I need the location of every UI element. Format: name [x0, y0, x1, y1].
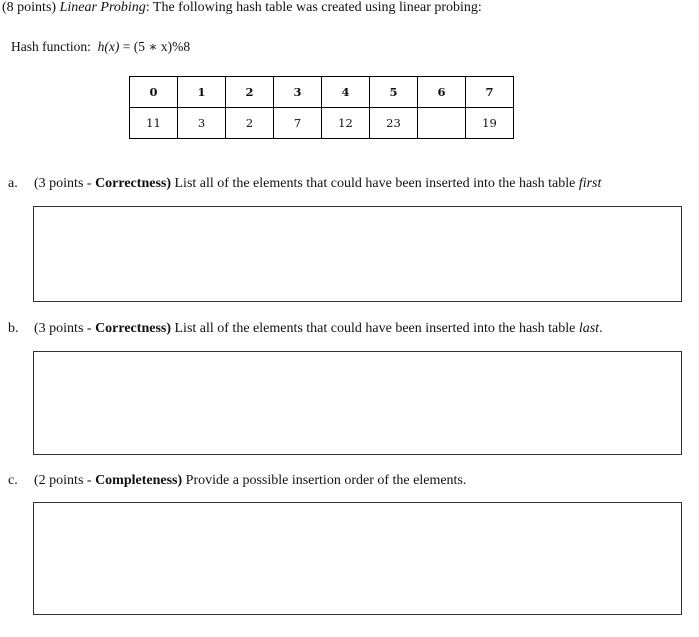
- problem-topic: Linear Probing: [59, 0, 146, 15]
- question-c-prefix: (2 points -: [34, 473, 96, 488]
- index-cell: 1: [178, 77, 226, 108]
- hash-table-index-row: [130, 77, 514, 108]
- hash-function-label: Hash function:: [11, 39, 91, 54]
- question-a: [8, 176, 601, 192]
- problem-description: : The following hash table was created using linear probing:: [145, 0, 482, 15]
- question-b: [8, 321, 603, 337]
- index-cell: 3: [274, 77, 322, 108]
- index-cell: 5: [370, 77, 418, 108]
- value-cell: [418, 108, 466, 139]
- question-a-text: List all of the elements that could have been inserted into the hash table: [171, 176, 579, 191]
- index-cell: 7: [466, 77, 514, 108]
- question-b-label: b.: [8, 321, 19, 336]
- index-cell: 6: [418, 77, 466, 108]
- value-cell: 3: [178, 108, 226, 139]
- hash-table: [129, 76, 514, 139]
- hash-function-rhs: = (5 ∗ x)%8: [122, 39, 191, 54]
- answer-box-b[interactable]: [33, 351, 682, 455]
- value-cell: 12: [322, 108, 370, 139]
- question-a-prefix: (3 points -: [34, 176, 96, 191]
- value-cell: 7: [274, 108, 322, 139]
- answer-box-a[interactable]: [33, 206, 682, 302]
- hash-function: [11, 39, 190, 55]
- index-cell: 2: [226, 77, 274, 108]
- question-c-category: Completeness): [95, 473, 183, 488]
- question-c: [8, 473, 466, 489]
- question-b-text: List all of the elements that could have been inserted into the hash table: [171, 321, 579, 336]
- hash-function-lhs: h(x): [97, 39, 120, 54]
- index-cell: 4: [322, 77, 370, 108]
- problem-header: [2, 0, 482, 16]
- question-a-emphasis: first: [578, 176, 602, 191]
- question-a-category: Correctness): [95, 176, 171, 191]
- index-cell: 0: [130, 77, 178, 108]
- value-cell: 2: [226, 108, 274, 139]
- question-c-text: Provide a possible insertion order of the elements.: [182, 473, 467, 488]
- answer-box-c[interactable]: [33, 502, 682, 615]
- value-cell: 11: [130, 108, 178, 139]
- hash-table-value-row: [130, 108, 514, 139]
- question-b-suffix: .: [599, 321, 603, 336]
- question-b-emphasis: last: [578, 321, 600, 336]
- question-b-category: Correctness): [95, 321, 171, 336]
- question-c-label: c.: [8, 473, 18, 488]
- value-cell: 23: [370, 108, 418, 139]
- question-a-label: a.: [8, 176, 18, 191]
- question-b-prefix: (3 points -: [34, 321, 96, 336]
- value-cell: 19: [466, 108, 514, 139]
- problem-points: (8 points): [2, 0, 57, 15]
